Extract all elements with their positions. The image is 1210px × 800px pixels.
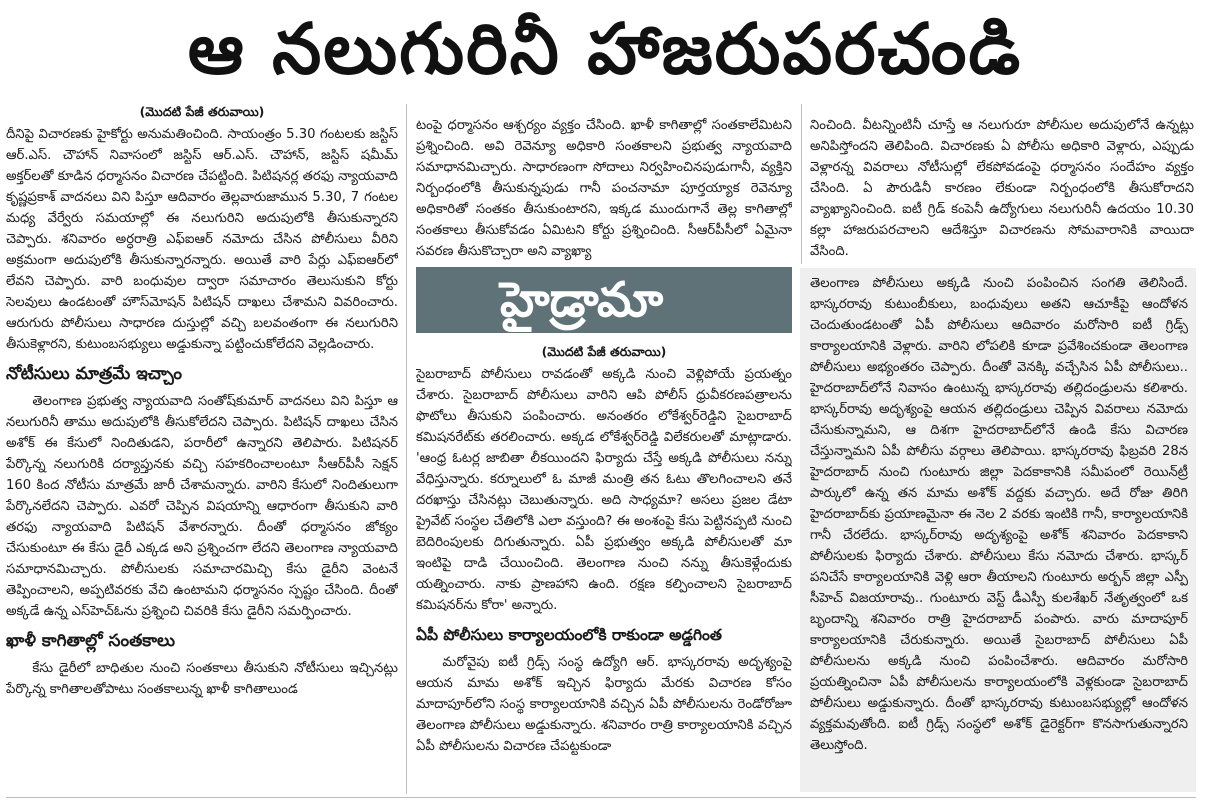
section-banner: హైడ్రామా (416, 267, 792, 333)
paragraph: తెలంగాణ పోలీసులు అక్కడి నుంచి పంపించిన సంగతి తెలిసిందే. భాస్కరరావు కుటుంబీకులు, బంధువులు అతని ఆచూకీపై ఆందోళన చెందుతుండటంతో ఏపీ పోలీసులు ఆదివారం మరోసారి ఐటీ గ్రిడ్స్‌ కార్యాలయానికి వెళ్లారు. వారిని లోపలికి కూడా ప్రవేశించకుండా తెలంగాణ పోలీసులు అభ్యంతరం చెప్పారు. దీంతో వెనక్కి వచ్చేసిన ఏపీ పోలీసులు.. హైదరాబాద్‌లోనే నివాసం ఉంటున్న భాస్కరరావు తల్లిదండ్రులను కలిశారు. భాస్కర్‌రావు అదృశ్యంపై ఆయన తల్లిదండ్రులు చెప్పిన వివరాలు నమోదు చేసుకున్నామని, ఆ దిశగా హైదరాబాద్‌లోనే ఉండి కేసు విచారణ చేస్తున్నామని ఏపీ పోలీసు వర్గాలు తెలిపాయి. భాస్కరరావు ఫిబ్రవరి 28న హైదరాబాద్‌ నుంచి గుంటూరు జిల్లా పెదకాకానికి సమీపంలో రెయిన్‌ట్రీ పార్కులో ఉన్న తన మామ అశోక్‌ వద్దకు వచ్చారు. అదే రోజు తిరిగి హైదరాబాద్‌కు ప్రయాణమైనా ఈ నెల 2 వరకు ఇంటికి గానీ, కార్యాలయానికి గానీ చేరలేదు. భాస్కర్‌రావు అదృశ్యంపై అశోక్‌ శనివారం పెదకాకాని పోలీసులకు ఫిర్యాదు చేశారు. పోలీసులు కేసు నమోదు చేశారు. భాస్కర్‌ పనిచేసే కార్యాలయానికి వెళ్లి ఆరా తీయాలని గుంటూరు అర్బన్‌ జిల్లా ఎస్పీ సీహెచ్‌ విజయారావు.. గుంటూరు వెస్ట్‌ డీఎస్పీ కులశేఖర్‌ నేతృత్వంలో ఒక బృందాన్ని శనివారం రాత్రి హైదరాబాద్‌ పంపారు. వారు మాదాపూర్‌ కార్యాలయానికి చేరుకున్నారు. అయితే సైబరాబాద్‌ పోలీసులు ఏపీ పోలీసులను అక్కడి నుంచి పంపించేశారు. ఆదివారం మరోసారి ప్రయత్నించినా ఏపీ పోలీసులను కార్యాలయంలోకి వెళ్లకుండా సైబరాబాద్‌ పోలీసులు అడ్డుకున్నారు. దీంతో భాస్కరరావు కుటుంబసభ్యుల్లో ఆందోళన వ్యక్తమవుతోంది. ఐటీ గ్రిడ్స్‌ సంస్థలో అశోక్‌ డైరెక్టర్‌గా కొనసాగుతున్నారని తెలుస్తోంది. (810, 276, 1188, 753)
subheading: ఖాళీ కాగితాల్లో సంతకాలు (6, 631, 175, 651)
paragraph: కేసు డైరీలో బాధితుల నుంచి సంతకాలు తీసుకుని నోటీసులు ఇచ్చినట్లు పేర్కొన్న కాగితాలతోపాటు సంతకాలున్న ఖాళీ కాగితాలుండ (6, 661, 398, 697)
paragraph: సైబరాబాద్‌ పోలీసులు రావడంతో అక్కడి నుంచి వెళ్లిపోయే ప్రయత్నం చేశారు. సైబరాబాద్‌ పోలీసులు వారిని ఆపి పోలీస్‌ ధ్రువీకరణపత్రాలను ఫొటోలు తీసుకుని పంపించారు. అనంతరం లోకేశ్వర్‌రెడ్డిని సైబరాబాద్‌ కమిషనరేట్‌కు తరలించారు. అక్కడ లోకేశ్వర్‌రెడ్డి విలేకరులతో మాట్లాడారు. 'ఆంధ్ర ఓటర్ల జాబితా లీకయిందని ఫిర్యాదు చేస్తే అక్కడి పోలీసులు నన్ను వేధిస్తున్నారు. కర్నూలులో ఓ మాజీ మంత్రి తన ఓటు తొలగించాలని తనే దరఖాస్తు చేసినట్లు చెబుతున్నారు. అది సాధ్యమా? అసలు ప్రజల డేటా ప్రైవేట్‌ సంస్థల చేతిలోకి ఎలా వస్తుంది? ఈ అంశంపై కేసు పెట్టినప్పటి నుంచి బెదిరింపులకు దిగుతున్నారు. ఏపీ ప్రభుత్వం అక్కడి పోలీసులతో మా ఇంటిపై దాడి చేయించింది. తెలంగాణ నుంచి నన్ను తీసుకెళ్లేందుకు యత్నించారు. నాకు ప్రాణహాని ఉంది. రక్షణ కల్పించాలని సైబరాబాద్‌ కమిషనర్‌ను కోరా' అన్నారు. (416, 367, 792, 613)
paragraph: నించింది. వీటన్నింటినీ చూస్తే ఆ నలుగురూ పోలీసుల అదుపులోనే ఉన్నట్లు అనిపిస్తోందని తెలిపింది. విచారణకు ఏ పోలీసు అధికారి వెళ్లారు, ఎప్పుడు వెళ్లారన్న వివరాలు నోటీసుల్లో లేకపోవడంపై ధర్మాసనం సందేహం వ్యక్తం చేసింది. ఏ పౌరుడినీ కారణం లేకుండా నిర్బంధంలోకి తీసుకోరాదని వ్యాఖ్యానించింది. ఐటీ గ్రిడ్‌ కంపెనీ ఉద్యోగులు నలుగురినీ ఉదయం 10.30 కల్లా హాజరుపరచాలని ఆదేశిస్తూ విచారణను సోమవారానికి వాయిదా వేసింది. (810, 118, 1194, 259)
bottom-rule (6, 797, 1196, 798)
paragraph: మరోవైపు ఐటీ గ్రిడ్స్‌ సంస్థ ఉద్యోగి ఆర్‌. భాస్కరరావు అదృశ్యంపై ఆయన మామ అశోక్‌ ఇచ్చిన ఫిర్యాదు మేరకు విచారణ కోసం మాదాపూర్‌లోని సంస్థ కార్యాలయానికి వచ్చిన ఏపీ పోలీసులను రెండోరోజూ తెలంగాణ పోలీసులు అడ్డుకున్నారు. శనివారం రాత్రి కార్యాలయానికి వచ్చిన ఏపీ పోలీసులను విచారణ చేపట్టకుండా (416, 655, 792, 754)
subheading: ఏపీ పోలీసులు కార్యాలయంలోకి రాకుండా అడ్డగింత (416, 626, 722, 644)
hydrama-column-1 (416, 341, 792, 793)
paragraph: టంపై ధర్మాసనం ఆశ్చర్యం వ్యక్తం చేసింది. ఖాళీ కాగితాల్లో సంతకాలేమిటని ప్రశ్నించింది. అవి రెవెన్యూ అధికారి సంతకాలని ప్రభుత్వ న్యాయవాది సమాధానమిచ్చారు. సాధారణంగా సోదాలు నిర్వహించినపుడుగానీ, వ్యక్తిని నిర్బంధంలోకి తీసుకున్నపుడు గానీ పంచనామా పూర్తయ్యాక రెవెన్యూ అధికారితో సంతకం తీసుకుంటారని, ఇక్కడ ముందుగానే తెల్ల కాగితాల్లో సంతకాలు తీసుకోవడం ఏమిటని కోర్టు ప్రశ్నించింది. సీఆర్‌పీసీలో ఏమైనా సవరణ తీసుకొచ్చారా అని వ్యాఖ్యా (416, 118, 792, 259)
article-column-1 (6, 101, 398, 793)
paragraph: దీనిపై విచారణకు హైకోర్టు అనుమతించింది. సాయంత్రం 5.30 గంటలకు జస్టిస్‌ ఆర్‌.ఎస్‌. చౌహాన్‌ నివాసంలో జస్టిస్‌ ఆర్‌.ఎస్‌. చౌహాన్‌, జస్టిస్‌ షమీమ్‌ అక్తర్‌లతో కూడిన ధర్మాసనం విచారణ చేపట్టింది. పిటిషనర్ల తరఫు న్యాయవాది కృష్ణప్రకాశ్‌ వాదనలు విని పిస్తూ ఆదివారం తెల్లవారుజామున 5.30, 7 గంటల మధ్య వేర్వేరు సమయాల్లో ఈ నలుగురిని అదుపులోకి తీసుకున్నారని చెప్పారు. శనివారం అర్ధరాత్రి ఎఫ్‌ఐఆర్‌ నమోదు చేసిన పోలీసులు వీరిని అక్రమంగా అదుపులోకి తీసుకున్నారన్నారు. అయితే వారి పేర్లు ఎఫ్‌ఐఆర్‌లో లేవని చెప్పారు. వారి బంధువుల ద్వారా సమాచారం తెలుసుకుని కోర్టు సెలవులు ఉండటంతో హౌస్‌మోషన్‌ పిటిషన్‌ దాఖలు చేశామని వివరించారు. ఆరుగురు పోలీసులు సాధారణ దుస్తుల్లో వచ్చి బలవంతంగా ఈ నలుగురిని తీసుకెళ్లారని, కుటుంబసభ్యులు అడ్డుకున్నా పట్టించుకోలేదని వెల్లడించారు. (6, 127, 398, 352)
column-divider (801, 104, 802, 264)
article-column-2 (416, 115, 792, 263)
headline: ఆ నలుగురినీ హాజరుపరచండి (187, 8, 1023, 90)
article-column-3 (810, 115, 1194, 263)
continued-credit: (మొదటి పేజీ తరువాయి) (139, 104, 265, 119)
paragraph: తెలంగాణ ప్రభుత్వ న్యాయవాది సంతోష్‌కుమార్‌ వాదనలు విని పిస్తూ ఆ నలుగురినీ తాము అదుపులోకి తీసుకోలేదని చెప్పారు. పిటిషన్‌ దాఖలు చేసిన అశోక్‌ ఈ కేసులో నిందితుడని, పరారీలో ఉన్నారని తెలిపారు. పిటిషనర్‌ పేర్కొన్న నలుగురికి దర్యాప్తునకు వచ్చి సహకరించాలంటూ సీఆర్‌పీసీ సెక్షన్‌ 160 కింద నోటీసు మాత్రమే జారీ చేశామన్నారు. వారిని కేసులో నిందితులుగా పేర్కొనలేదని చెప్పారు. ఎవరో చెప్పిన విషయాన్ని ఆధారంగా తీసుకుని వారి తరఫు న్యాయవాది పిటిషన్‌ వేశారన్నారు. దీంతో ధర్మాసనం జోక్యం చేసుకుంటూ ఈ కేసు డైరీ ఎక్కడ అని ప్రశ్నించగా లేదని తెలంగాణ న్యాయవాది సమాధానమిచ్చారు. పోలీసులకు సమాచారమిచ్చి కేసు డైరీని వెంటనే తెప్పించాలని, అప్పటివరకు వేచి ఉంటామని ధర్మాసనం స్పష్టం చేసింది. దీంతో అక్కడే ఉన్న ఎస్‌హెచ్‌ఓను ప్రశ్నించి చివరికి కేసు డైరీని సమర్పించారు. (6, 394, 398, 619)
column-divider (406, 104, 407, 794)
continued-credit: (మొదటి పేజీ తరువాయి) (541, 344, 667, 359)
hydrama-column-2 (810, 273, 1188, 788)
subheading: నోటీసులు మాత్రమే ఇచ్చాం (6, 364, 182, 384)
